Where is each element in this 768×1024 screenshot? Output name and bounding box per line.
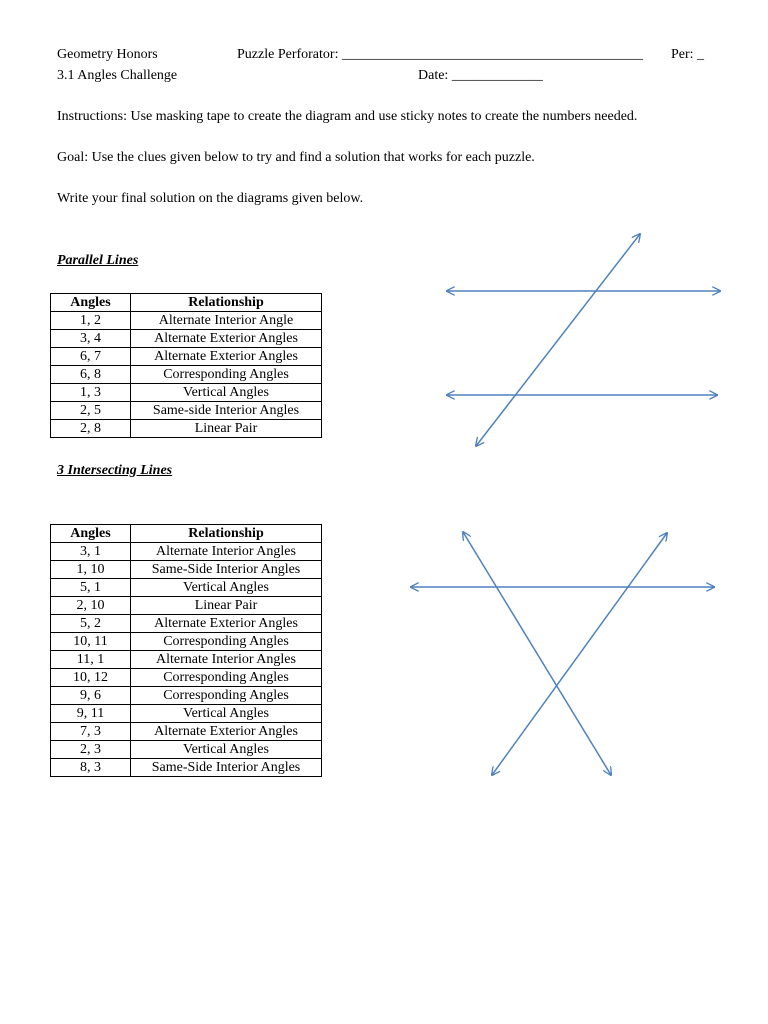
relationship-cell: Same-Side Interior Angles — [131, 561, 322, 579]
angles-cell: 10, 12 — [51, 669, 131, 687]
angles-cell: 6, 8 — [51, 366, 131, 384]
relationship-cell: Linear Pair — [131, 597, 322, 615]
relationship-cell: Alternate Exterior Angles — [131, 723, 322, 741]
relationship-cell: Alternate Exterior Angles — [131, 348, 322, 366]
relationship-cell: Alternate Interior Angle — [131, 312, 322, 330]
angles-cell: 6, 7 — [51, 348, 131, 366]
relationship-cell: Same-Side Interior Angles — [131, 759, 322, 777]
parallel-lines-title: Parallel Lines — [57, 253, 139, 268]
diagonal-line-left — [463, 532, 611, 775]
angles-cell: 1, 10 — [51, 561, 131, 579]
table-row — [51, 669, 322, 687]
table-row — [51, 543, 322, 561]
table-row — [51, 633, 322, 651]
relationship-cell: Vertical Angles — [131, 579, 322, 597]
intersecting-lines-title: 3 Intersecting Lines — [57, 463, 173, 478]
angles-cell: 3, 4 — [51, 330, 131, 348]
course-name: Geometry Honors — [57, 47, 158, 62]
table-row — [51, 651, 322, 669]
angles-column-header: Angles — [51, 525, 131, 543]
relationship-cell: Vertical Angles — [131, 705, 322, 723]
relationship-cell: Alternate Interior Angles — [131, 651, 322, 669]
angles-cell: 9, 6 — [51, 687, 131, 705]
angles-cell: 2, 5 — [51, 402, 131, 420]
table-row — [51, 615, 322, 633]
assignment-title: 3.1 Angles Challenge — [57, 68, 178, 83]
table-row — [51, 687, 322, 705]
relationship-cell: Corresponding Angles — [131, 669, 322, 687]
table-row — [51, 561, 322, 579]
table-row — [51, 741, 322, 759]
relationship-column-header: Relationship — [131, 525, 322, 543]
table-row — [51, 597, 322, 615]
angles-cell: 7, 3 — [51, 723, 131, 741]
angles-cell: 2, 3 — [51, 741, 131, 759]
intersecting-lines-diagram — [411, 532, 714, 775]
relationship-cell: Alternate Exterior Angles — [131, 330, 322, 348]
angles-cell: 10, 11 — [51, 633, 131, 651]
angles-cell: 1, 2 — [51, 312, 131, 330]
angles-column-header: Angles — [51, 294, 131, 312]
angles-cell: 9, 11 — [51, 705, 131, 723]
relationship-cell: Corresponding Angles — [131, 687, 322, 705]
relationship-cell: Corresponding Angles — [131, 633, 322, 651]
relationship-cell: Same-side Interior Angles — [131, 402, 322, 420]
table-row — [51, 705, 322, 723]
relationship-cell: Vertical Angles — [131, 384, 322, 402]
date-field-label[interactable]: Date: _____________ — [418, 68, 543, 83]
intersecting-lines-table — [50, 524, 322, 777]
angles-cell: 2, 10 — [51, 597, 131, 615]
angles-cell: 3, 1 — [51, 543, 131, 561]
final-solution-text: Write your final solution on the diagrams given below. — [57, 191, 364, 206]
table-row — [51, 723, 322, 741]
diagonal-line-right — [492, 533, 667, 775]
angles-cell: 2, 8 — [51, 420, 131, 438]
relationship-cell: Alternate Interior Angles — [131, 543, 322, 561]
goal-text: Goal: Use the clues given below to try and find a solution that works for each puzzle. — [57, 150, 535, 165]
relationship-cell: Linear Pair — [131, 420, 322, 438]
table-row — [51, 759, 322, 777]
angles-cell: 8, 3 — [51, 759, 131, 777]
table-row — [51, 579, 322, 597]
transversal-line — [476, 234, 640, 446]
relationship-cell: Corresponding Angles — [131, 366, 322, 384]
relationship-column-header: Relationship — [131, 294, 322, 312]
angles-cell: 5, 1 — [51, 579, 131, 597]
angles-cell: 5, 2 — [51, 615, 131, 633]
relationship-cell: Alternate Exterior Angles — [131, 615, 322, 633]
instructions-text: Instructions: Use masking tape to create the diagram and use sticky notes to create the numbers needed. — [57, 109, 638, 124]
relationship-cell: Vertical Angles — [131, 741, 322, 759]
period-field-label[interactable]: Per: _ — [671, 47, 705, 62]
name-field-label[interactable]: Puzzle Perforator: ___________________________________________ — [237, 47, 643, 62]
angles-cell: 1, 3 — [51, 384, 131, 402]
angles-cell: 11, 1 — [51, 651, 131, 669]
table-header-row — [51, 525, 322, 543]
